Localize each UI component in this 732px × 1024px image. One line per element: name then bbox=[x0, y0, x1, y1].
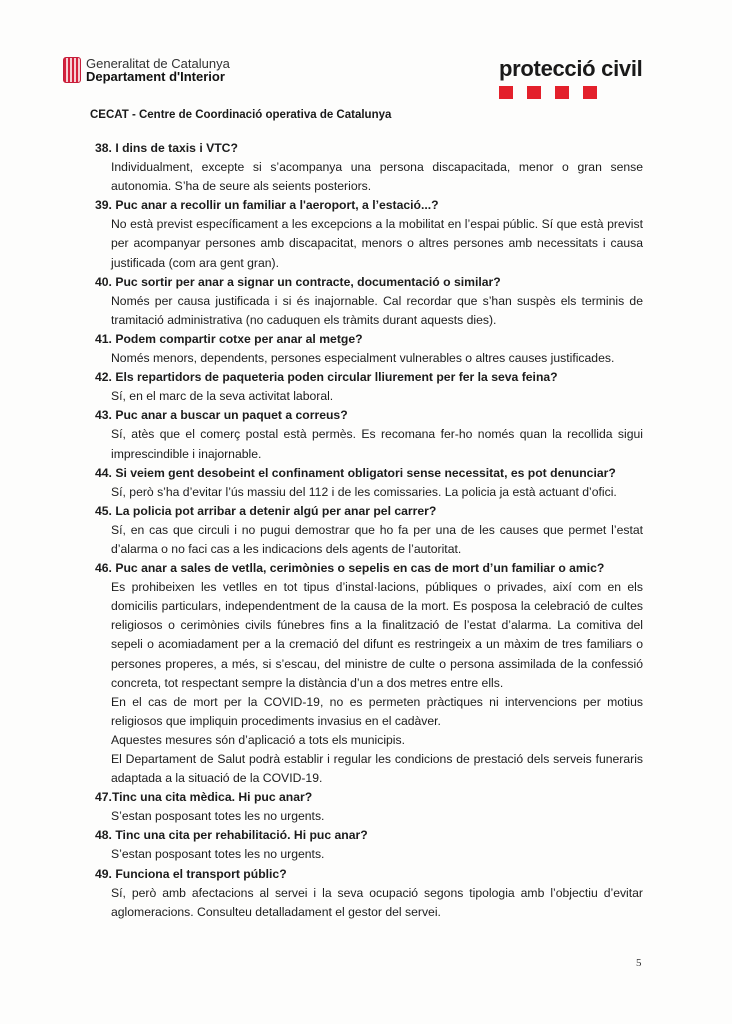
red-square-icon bbox=[527, 86, 541, 99]
faq-item bbox=[95, 139, 643, 196]
faq-question: 47.Tinc una cita mèdica. Hi puc anar? bbox=[95, 790, 313, 805]
faq-answer-paragraph: El Departament de Salut podrà establir i regular les condicions de prestació dels serveis funeraris adaptada a la situació de la COVID-19. bbox=[111, 752, 643, 786]
proteccio-civil-title: protecció civil bbox=[499, 56, 643, 81]
faq-answer-paragraph: Sí, atès que el comerç postal està permès. Es recomana fer-ho només quan la recollida sigui imprescindible i inajornable. bbox=[111, 427, 643, 461]
faq-item bbox=[95, 788, 643, 826]
faq-question: 48. Tinc una cita per rehabilitació. Hi puc anar? bbox=[95, 828, 368, 843]
proteccio-civil-squares-icon bbox=[499, 86, 642, 99]
generalitat-emblem-icon bbox=[63, 57, 81, 83]
generalitat-name: Generalitat de Catalunya bbox=[86, 56, 230, 71]
faq-item bbox=[95, 368, 643, 406]
faq-question: 42. Els repartidors de paqueteria poden circular lliurement per fer la seva feina? bbox=[95, 370, 558, 385]
faq-answer-paragraph: Aquestes mesures són d’aplicació a tots els municipis. bbox=[111, 732, 405, 747]
red-square-icon bbox=[555, 86, 569, 99]
faq-question: 41. Podem compartir cotxe per anar al metge? bbox=[95, 331, 363, 346]
faq-answer-paragraph: En el cas de mort per la COVID-19, no es permeten pràctiques ni intervencions per motius religiosos que impliquin procediments invasius en el cadàver. bbox=[111, 694, 643, 728]
faq-answer-paragraph: Només per causa justificada i si és inajornable. Cal recordar que s’han suspès els terminis de tramitació administrativa (no caduquen els tràmits durant aquests dies). bbox=[111, 293, 643, 327]
faq-item bbox=[95, 502, 643, 559]
department-name: Departament d'Interior bbox=[86, 69, 225, 84]
faq-answer-paragraph: Només menors, dependents, persones especialment vulnerables o altres causes justificades. bbox=[111, 351, 615, 366]
faq-item bbox=[95, 865, 643, 922]
faq-item bbox=[95, 826, 643, 864]
proteccio-civil-logo bbox=[499, 58, 642, 99]
faq-list bbox=[95, 139, 643, 922]
faq-answer-paragraph: Sí, en el marc de la seva activitat laboral. bbox=[111, 389, 334, 404]
faq-answer-paragraph: Individualment, excepte si s’acompanya una persona discapacitada, menor o gran sense autonomia. S’ha de seure als seients posteriors. bbox=[111, 160, 643, 194]
red-square-icon bbox=[583, 86, 597, 99]
faq-answer-paragraph: Sí, però amb afectacions al servei i la seva ocupació segons tipologia amb l’objectiu d’evitar aglomeracions. Consulteu detalladament el gestor del servei. bbox=[111, 885, 643, 919]
faq-answer-paragraph: No està previst específicament a les excepcions a la mobilitat en l’espai públic. Sí que està previst per acompanyar persones amb discapacitat, menors o altres persones amb necessitats i causa justificada (com ara gent gran). bbox=[111, 217, 643, 270]
red-square-icon bbox=[499, 86, 513, 99]
faq-answer-paragraph: Es prohibeixen les vetlles en tot tipus d’instal·lacions, públiques o privades, així com en els domicilis particulars, independentment de la causa de la mort. Es posposa la celebració de cultes religiosos o cerimònies civils fúnebres fins a la finalització de l’estat d’alarma. La comitiva del sepeli o acomiadament per a la cremació del difunt es restringeix a un màxim de tres familiars o persones properes, a més, si s’escau, del ministre de culte o persona assimilada de la confessió concreta, tot respectant sempre la distància d’un a dos metres entre ells. bbox=[111, 580, 643, 690]
faq-question: 43. Puc anar a buscar un paquet a correus? bbox=[95, 408, 348, 423]
faq-question: 39. Puc anar a recollir un familiar a l'aeroport, a l’estació...? bbox=[95, 198, 439, 213]
faq-item bbox=[95, 464, 643, 502]
faq-item bbox=[95, 406, 643, 463]
faq-item bbox=[95, 273, 643, 330]
page-number: 5 bbox=[636, 957, 642, 969]
faq-question: 49. Funciona el transport públic? bbox=[95, 866, 287, 881]
document-header-title: CECAT - Centre de Coordinació operativa de Catalunya bbox=[90, 109, 392, 121]
faq-question: 46. Puc anar a sales de vetlla, cerimònies o sepelis en cas de mort d’un familiar o amic? bbox=[95, 561, 605, 576]
faq-question: 38. I dins de taxis i VTC? bbox=[95, 141, 238, 155]
faq-answer-paragraph: S’estan posposant totes les no urgents. bbox=[111, 847, 325, 862]
generalitat-logo-text bbox=[86, 57, 230, 83]
faq-answer-paragraph: Sí, en cas que circuli i no pugui demostrar que ho fa per una de les causes que permet l’estat d’alarma o no faci cas a les indicacions dels agents de l’autoritat. bbox=[111, 522, 643, 556]
faq-question: 45. La policia pot arribar a detenir algú per anar pel carrer? bbox=[95, 503, 437, 518]
faq-item bbox=[95, 330, 643, 368]
faq-question: 44. Si veiem gent desobeint el confinament obligatori sense necessitat, es pot denunciar? bbox=[95, 465, 616, 480]
faq-item bbox=[95, 559, 643, 788]
faq-item bbox=[95, 196, 643, 272]
faq-answer-paragraph: S’estan posposant totes les no urgents. bbox=[111, 809, 325, 824]
generalitat-logo bbox=[63, 57, 230, 83]
faq-question: 40. Puc sortir per anar a signar un contracte, documentació o similar? bbox=[95, 274, 501, 289]
faq-answer-paragraph: Sí, però s’ha d’evitar l’ús massiu del 112 i de les comissaries. La policia ja està actuant d’ofici. bbox=[111, 484, 617, 499]
